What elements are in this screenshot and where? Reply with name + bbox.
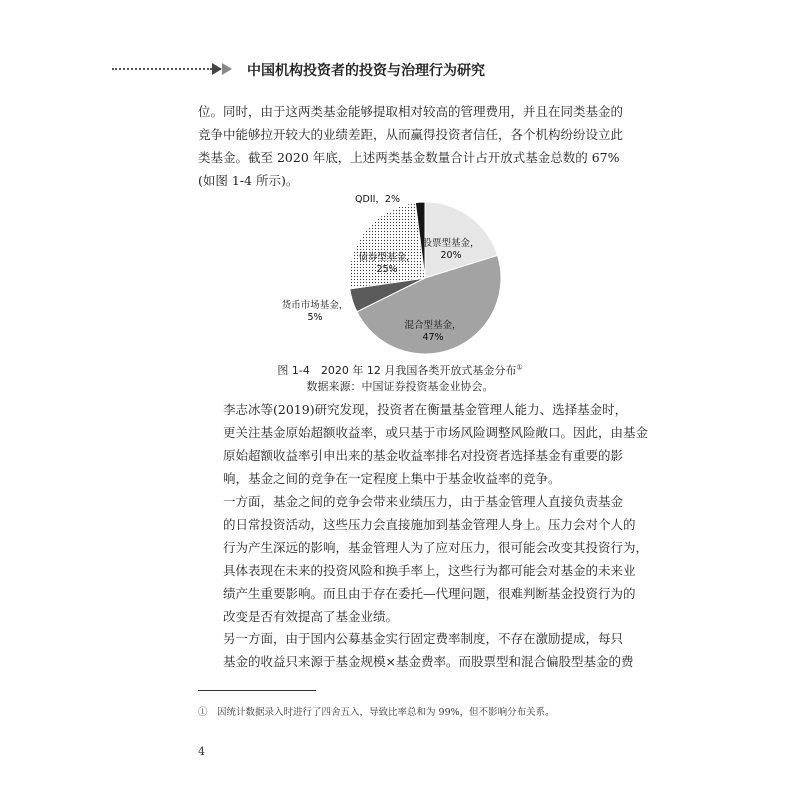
text-line: 基金的收益只来源于基金规模×基金费率。而股票型和混合偏股型基金的费 (223, 654, 634, 669)
text-line: 具体表现在未来的投资风险和换手率上，这些行为都可能会对基金的未来业 (223, 563, 636, 578)
pie-value-stock: 20% (440, 250, 462, 261)
paragraph-4 (198, 627, 634, 673)
header-arrow-icon-2 (222, 63, 232, 75)
footnote-mark: ① (516, 363, 523, 372)
paragraph-1 (198, 100, 624, 192)
text-line: 响，基金之间的竞争在一定程度上集中于基金收益率的竞争。 (223, 471, 561, 486)
fund-distribution-pie-chart (275, 188, 535, 358)
footnote-rule (198, 690, 316, 691)
text-line: 竞争中能够拉开较大的业绩差距，从而赢得投资者信任，各个机构纷纷设立此 (198, 127, 624, 142)
footnote: ① 因统计数据录入时进行了四舍五入，导致比率总和为 99%，但不影响分布关系。 (198, 707, 555, 718)
figure-source: 数据来源：中国证券投资基金业协会。 (306, 380, 494, 393)
page-number: 4 (198, 745, 205, 758)
text-line: 一方面，基金之间的竞争会带来业绩压力，由于基金管理人直接负责基金 (223, 494, 624, 509)
pie-value-money-market: 5% (307, 312, 323, 323)
paragraph-2 (198, 398, 649, 490)
text-line: 位。同时，由于这两类基金能够提取相对较高的管理费用，并且在同类基金的 (198, 104, 624, 119)
text-line: 行为产生深远的影响，基金管理人为了应对压力，很可能会改变其投资行为， (223, 540, 649, 555)
header-arrow-icon (212, 63, 222, 75)
text-line: 类基金。截至 2020 年底，上述两类基金数量合计占开放式基金总数的 67% (198, 150, 620, 165)
header-dotted-rule (112, 68, 212, 70)
text-line: 更关注基金原始超额收益率，或只基于市场风险调整风险敞口。因此，由基金 (223, 425, 649, 440)
text-line: 另一方面，由于国内公募基金实行固定费率制度，不存在激励提成，每只 (223, 631, 624, 646)
pie-slice-bond (349, 203, 425, 289)
running-header (112, 60, 692, 80)
pie-label-qdii: QDII，2% (355, 194, 400, 205)
text-line: 原始超额收益率引申出来的基金收益率排名对投资者选择基金有重要的影 (223, 448, 624, 463)
text-line: 李志冰等(2019)研究发现，投资者在衡量基金管理人能力、选择基金时， (223, 402, 628, 417)
figure-caption (198, 362, 602, 378)
text-line: 的日常投资活动，这些压力会直接施加到基金管理人身上。压力会对个人的 (223, 517, 636, 532)
pie-label-mixed: 混合型基金， (404, 320, 462, 331)
pie-label-money-market: 货币市场基金， (281, 300, 349, 311)
text-line: 改变是否有效提高了基金业绩。 (223, 609, 399, 624)
text-line: 绩产生重要影响。而且由于存在委托—代理问题，很难判断基金投资行为的 (223, 586, 636, 601)
book-title: 中国机构投资者的投资与治理行为研究 (247, 63, 485, 79)
paragraph-3 (198, 490, 649, 628)
pie-label-bond: 债券型基金， (358, 252, 416, 263)
pie-label-stock: 股票型基金， (422, 238, 480, 249)
pie-value-bond: 25% (376, 264, 398, 275)
figure-caption-text: 图 1-4 2020 年 12 月我国各类开放式基金分布 (277, 364, 517, 377)
pie-value-mixed: 47% (422, 332, 444, 343)
text-line: (如图 1-4 所示)。 (198, 173, 299, 188)
